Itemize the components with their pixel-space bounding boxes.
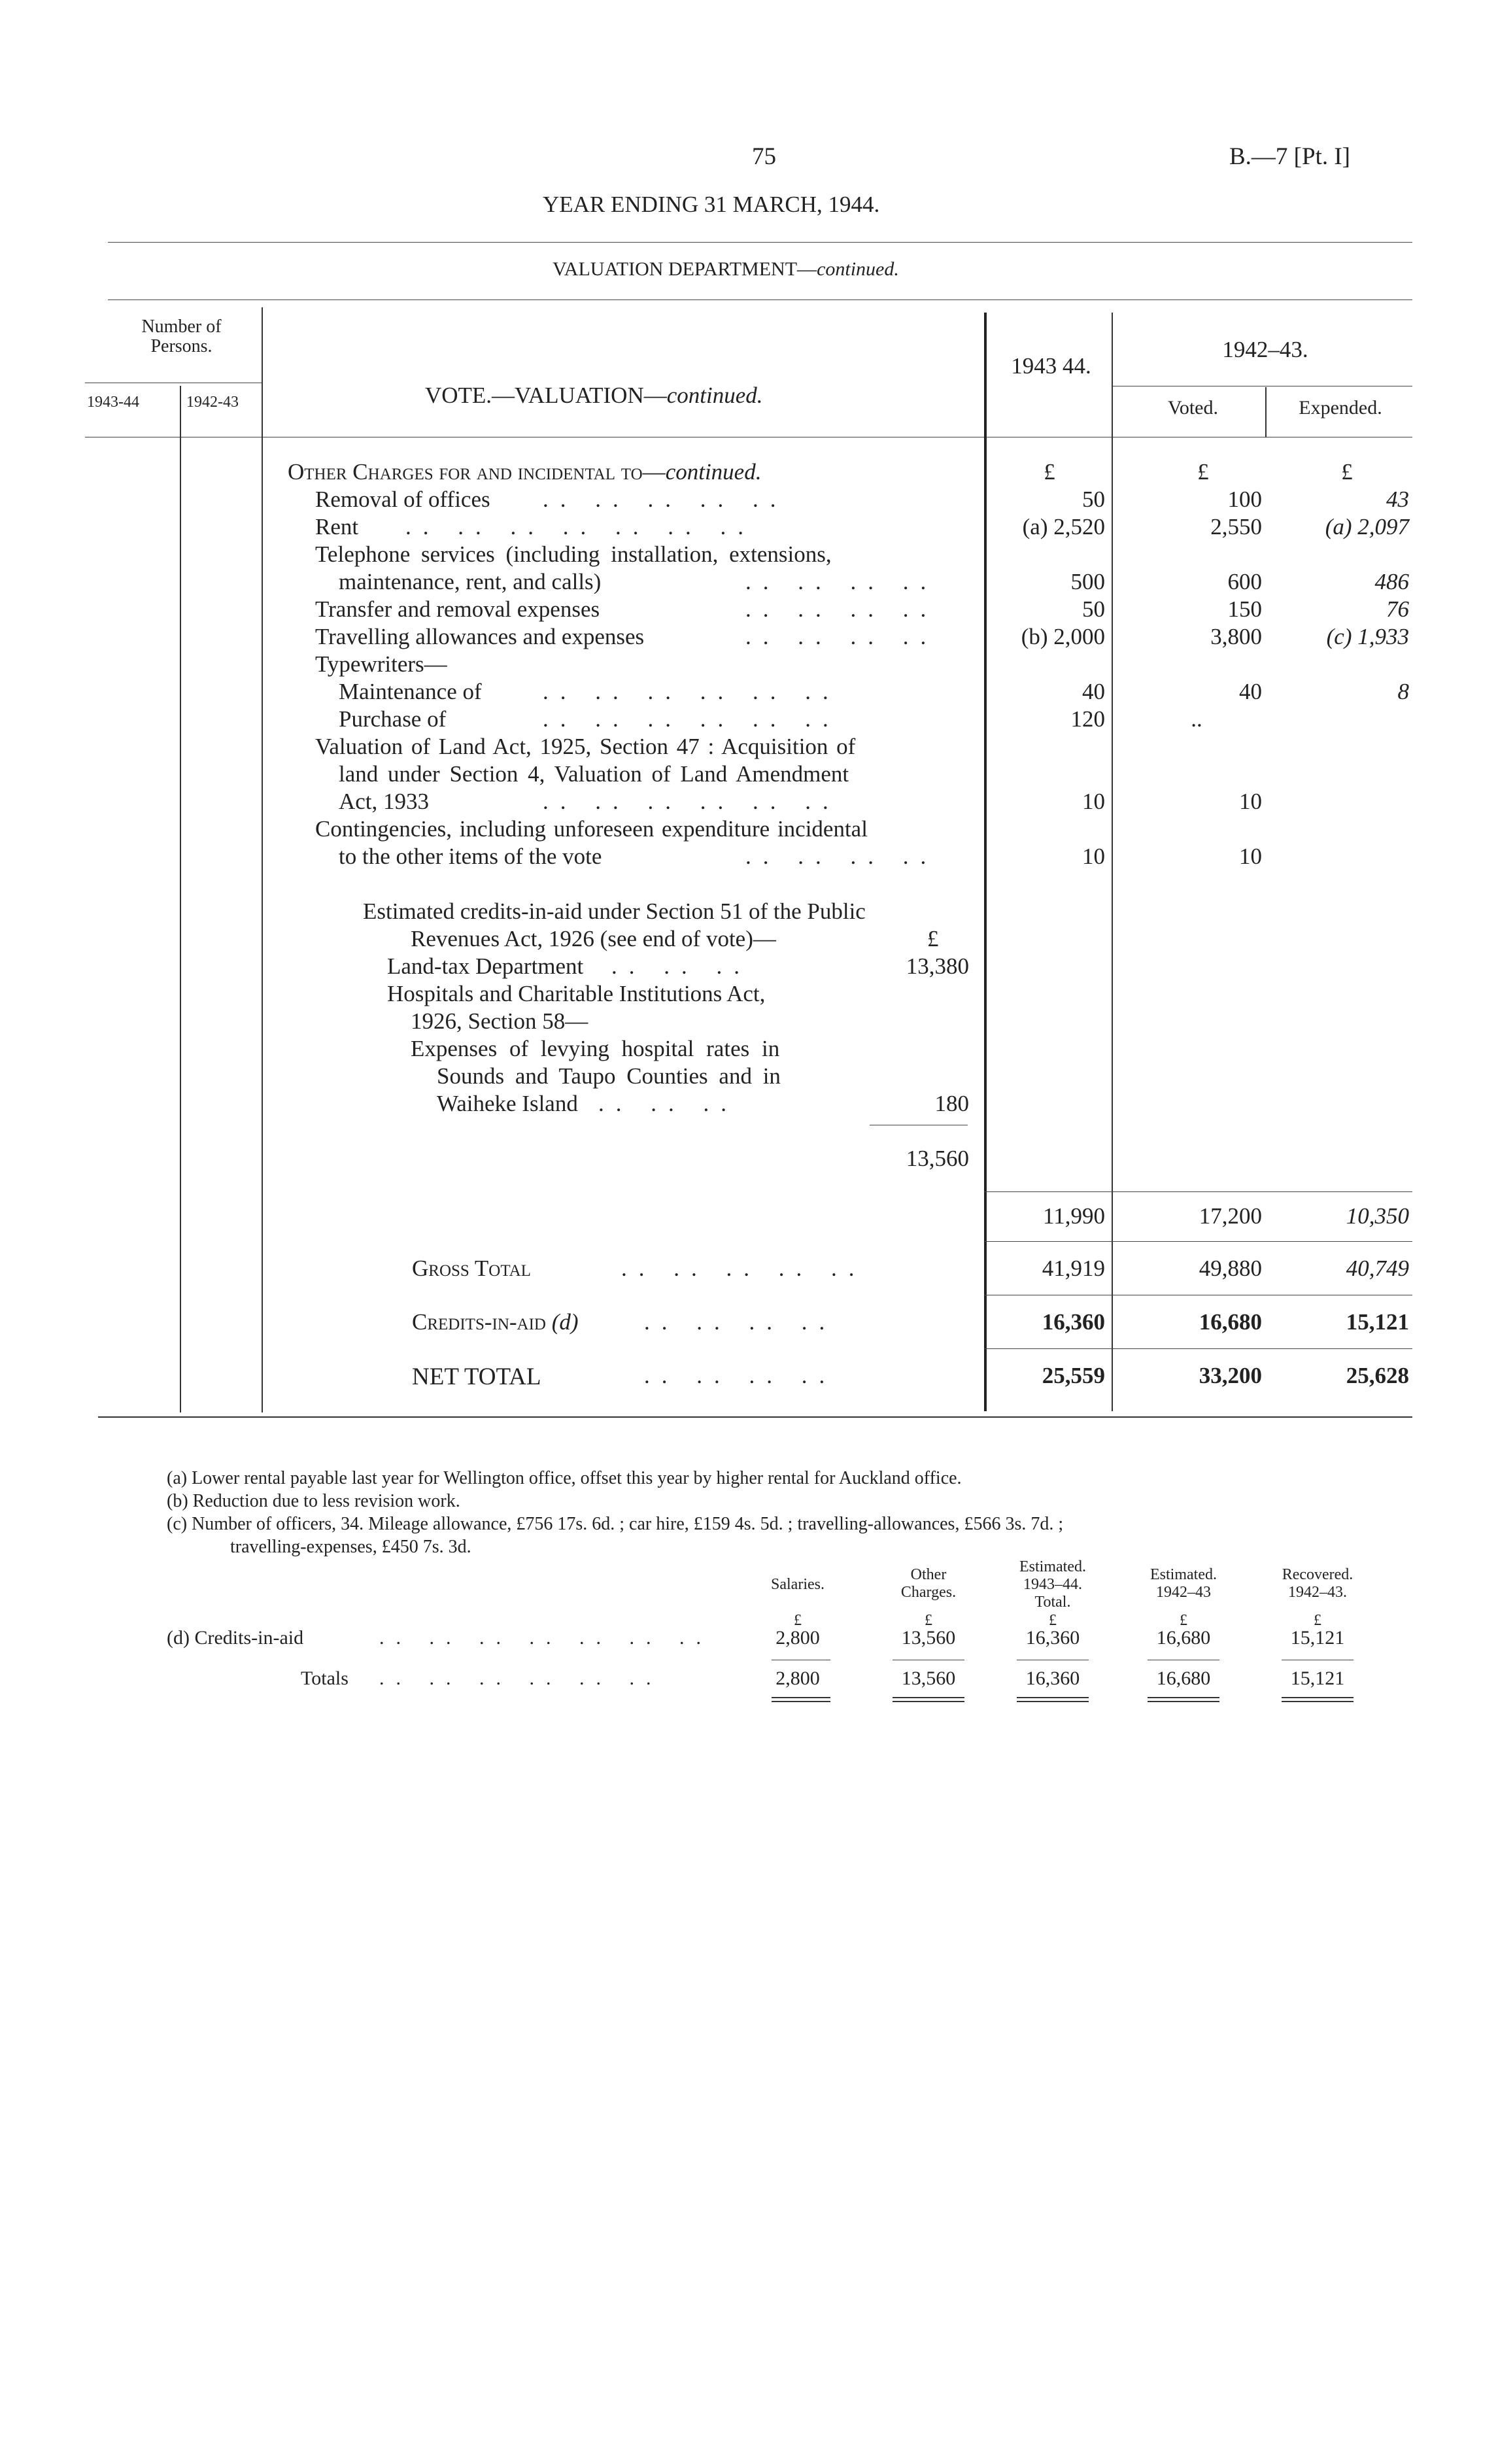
item-estimate: 120 [1070,706,1105,732]
credits-note-subtotal: 13,560 [906,1146,969,1171]
double-rule [1017,1697,1089,1698]
expended-header: Expended. [1299,397,1382,419]
item-estimate: (a) 2,520 [1022,514,1105,539]
credits-in-aid-note: (d) [551,1309,579,1335]
subtotal-expended: 10,350 [1346,1203,1409,1229]
credits-in-aid-estimate: 16,360 [1042,1309,1105,1335]
header-line: Other [910,1566,947,1583]
credits-in-aid-rule [984,1348,1412,1349]
section-heading-continued: continued. [665,459,762,485]
breakdown-total-recovered: 15,121 [1290,1668,1345,1689]
breakdown-estimated-1943: 16,360 [1025,1627,1080,1649]
leader-dots: .. .. .. .. [644,1363,837,1388]
item-expended: 8 [1397,679,1409,704]
double-rule [1148,1697,1219,1698]
credits-in-aid-expended: 15,121 [1346,1309,1409,1335]
item-label-continued: to the other items of the vote [339,844,602,869]
voted-expended-header-divider [1265,387,1267,437]
expenses-label-continued: Sounds and Taupo Counties and in [437,1063,781,1089]
persons-1942-header: 1942-43 [186,394,239,411]
credits-in-aid-text: Credits-in-aid [412,1309,546,1335]
item-expended: 43 [1386,487,1409,512]
header-line: Salaries. [771,1576,825,1593]
table-bottom-rule [98,1416,1412,1418]
gross-total-estimate: 41,919 [1042,1256,1105,1281]
estimate-left-rule [984,313,987,1411]
year-1942-header: 1942–43. [1222,337,1308,362]
item-label: Purchase of [339,706,447,732]
net-total-label: NET TOTAL [412,1363,541,1390]
breakdown-header-estimated-1943 [994,1558,1112,1611]
leader-dots: .. .. .. [611,953,751,979]
double-rule [1282,1701,1353,1702]
net-total-estimate: 25,559 [1042,1363,1105,1388]
breakdown-totals-label: Totals [301,1668,349,1689]
subtotal-bottom-rule [984,1241,1412,1242]
item-label: Travelling allowances and expenses [315,624,645,649]
breakdown-header-recovered [1259,1566,1376,1601]
leader-dots: .. .. .. [598,1091,738,1116]
item-voted: 10 [1239,789,1262,814]
vote-continued: continued. [666,383,763,408]
leader-dots: .. .. .. .. .. .. .. [379,1627,713,1649]
item-label-continued: land under Section 4, Valuation of Land Amendment [339,761,849,787]
net-total-voted: 33,200 [1199,1363,1262,1388]
item-estimate: 10 [1082,844,1105,869]
header-line: Estimated. [1150,1566,1217,1583]
pound-heading-voted: £ [1197,459,1209,485]
vote-title [425,383,763,409]
double-rule [772,1701,830,1702]
leader-dots: .. .. .. .. [745,624,938,649]
item-label: Telephone services (including installation, extensions, [315,541,832,567]
item-label: Typewriters— [315,651,447,677]
breakdown-pound: £ [1180,1612,1187,1629]
pound-heading-expended: £ [1341,459,1353,485]
leader-dots: .. .. .. .. .. .. [379,1668,663,1689]
persons-divider [180,386,181,1412]
vote-main: VOTE.—VALUATION— [425,383,667,408]
gross-total-label: Gross Total [412,1256,531,1281]
item-expended: (c) 1,933 [1326,624,1409,649]
item-label: Valuation of Land Act, 1925, Section 47 : Acquisition of [315,734,856,759]
hospitals-label-continued: 1926, Section 58— [411,1008,588,1034]
double-rule [893,1701,964,1702]
section-heading-main: Other Charges for and incidental to— [288,459,666,485]
item-voted: 2,550 [1210,514,1262,539]
item-expended: 486 [1374,569,1409,594]
header-line: Estimated. [1019,1558,1086,1575]
leader-dots: .. .. .. .. .. [543,487,788,512]
item-estimate: 50 [1082,487,1105,512]
department-title [553,258,899,281]
double-rule [772,1697,830,1698]
credits-in-aid-voted: 16,680 [1199,1309,1262,1335]
breakdown-pound: £ [925,1612,932,1629]
credits-note-line: Estimated credits-in-aid under Section 51 of the Public [363,898,866,924]
header-line: Total. [1034,1594,1071,1611]
double-rule [1017,1701,1089,1702]
expenses-label: Expenses of levying hospital rates in [411,1036,780,1061]
breakdown-recovered: 15,121 [1290,1627,1345,1649]
document-reference: B.—7 [Pt. I] [1229,143,1350,170]
persons-1943-header: 1943-44 [87,394,139,411]
gross-total-expended: 40,749 [1346,1256,1409,1281]
header-line: 1942–43 [1156,1584,1211,1601]
item-label: Maintenance of [339,679,482,704]
double-rule [1282,1697,1353,1698]
double-rule [1148,1701,1219,1702]
page-number: 75 [752,143,776,170]
breakdown-header-estimated-1942 [1125,1566,1242,1601]
leader-dots: .. .. .. .. [745,596,938,622]
item-label: Contingencies, including unforeseen expenditure incidental [315,816,868,842]
breakdown-pound: £ [1049,1612,1057,1629]
credits-in-aid-label [412,1309,579,1335]
breakdown-salaries: 2,800 [775,1627,820,1649]
page-title: YEAR ENDING 31 MARCH, 1944. [543,192,880,217]
net-total-expended: 25,628 [1346,1363,1409,1388]
breakdown-other-charges: 13,560 [901,1627,956,1649]
item-voted: 10 [1239,844,1262,869]
breakdown-pound: £ [794,1612,802,1629]
subtotal-voted: 17,200 [1199,1203,1262,1229]
leader-dots: .. .. .. .. .. .. [543,789,840,814]
leader-dots: .. .. .. .. [745,569,938,594]
item-label: Transfer and removal expenses [315,596,600,622]
footnote-a: (a) Lower rental payable last year for Wellington office, offset this year by higher rental for Auckland office. [167,1468,962,1488]
header-rule [108,242,1412,243]
credits-note-pound: £ [927,926,939,951]
pound-heading-estimate: £ [1044,459,1055,485]
breakdown-total-estimated-1943: 16,360 [1025,1668,1080,1689]
credits-note-line: Revenues Act, 1926 (see end of vote)— [411,926,776,951]
estimate-right-rule [1112,313,1113,1411]
footnote-b: (b) Reduction due to less revision work. [167,1491,460,1511]
expenses-label-continued: Waiheke Island [437,1091,578,1116]
item-estimate: 50 [1082,596,1105,622]
department-rule [108,299,1412,300]
leader-dots: .. .. .. .. .. .. .. [405,514,755,539]
item-voted: 600 [1227,569,1262,594]
vote-left-rule [262,307,263,1412]
breakdown-header-other-charges [870,1566,987,1601]
department-main: VALUATION DEPARTMENT— [553,258,817,280]
breakdown-pound: £ [1314,1612,1321,1629]
breakdown-estimated-1942: 16,680 [1156,1627,1211,1649]
leader-dots: .. .. .. .. [745,844,938,869]
breakdown-header-salaries [739,1576,857,1594]
gross-total-voted: 49,880 [1199,1256,1262,1281]
department-continued: continued. [817,258,899,280]
persons-header: Number of Persons. [141,317,222,356]
double-rule [893,1697,964,1698]
landtax-label: Land-tax Department [387,953,584,979]
subtotal-estimate: 11,990 [1043,1203,1105,1229]
year-1943-header: 1943 44. [1011,353,1091,379]
expenses-value: 180 [934,1091,969,1116]
item-label-continued: maintenance, rent, and calls) [339,569,602,594]
header-line: 1943–44. [1023,1576,1082,1593]
header-line: Recovered. [1282,1566,1353,1583]
item-expended: 76 [1386,596,1409,622]
hospitals-label: Hospitals and Charitable Institutions Act, [387,981,766,1006]
item-estimate: 500 [1070,569,1105,594]
section-heading [288,459,761,485]
breakdown-total-salaries: 2,800 [775,1668,820,1689]
breakdown-total-other-charges: 13,560 [901,1668,956,1689]
item-estimate: 10 [1082,789,1105,814]
item-estimate: 40 [1082,679,1105,704]
item-expended: (a) 2,097 [1325,514,1409,539]
breakdown-total-estimated-1942: 16,680 [1156,1668,1211,1689]
landtax-value: 13,380 [906,953,969,979]
voted-header: Voted. [1168,397,1218,419]
leader-dots: .. .. .. .. .. .. [543,679,840,704]
item-voted: 40 [1239,679,1262,704]
leader-dots: .. .. .. .. [644,1309,837,1335]
footnote-c: (c) Number of officers, 34. Mileage allowance, £756 17s. 6d. ; car hire, £159 4s. 5d. ; travelling-allowances, £566 3s. 7d. ; [167,1514,1064,1534]
subtotal-rule [984,1191,1412,1192]
leader-dots: .. .. .. .. .. .. [543,706,840,732]
leader-dots: .. .. .. .. .. [621,1256,866,1281]
item-label: Rent [315,514,359,539]
breakdown-row-label: (d) Credits-in-aid [167,1627,304,1649]
item-label-continued: Act, 1933 [339,789,430,814]
footnote-c-continued: travelling-expenses, £450 7s. 3d. [230,1537,471,1557]
item-label: Removal of offices [315,487,490,512]
item-voted: .. [1191,706,1202,732]
header-line: 1942–43. [1288,1584,1347,1601]
item-voted: 100 [1227,487,1262,512]
header-line: Charges. [900,1584,957,1601]
item-estimate: (b) 2,000 [1021,624,1105,649]
item-voted: 3,800 [1210,624,1262,649]
item-voted: 150 [1227,596,1262,622]
